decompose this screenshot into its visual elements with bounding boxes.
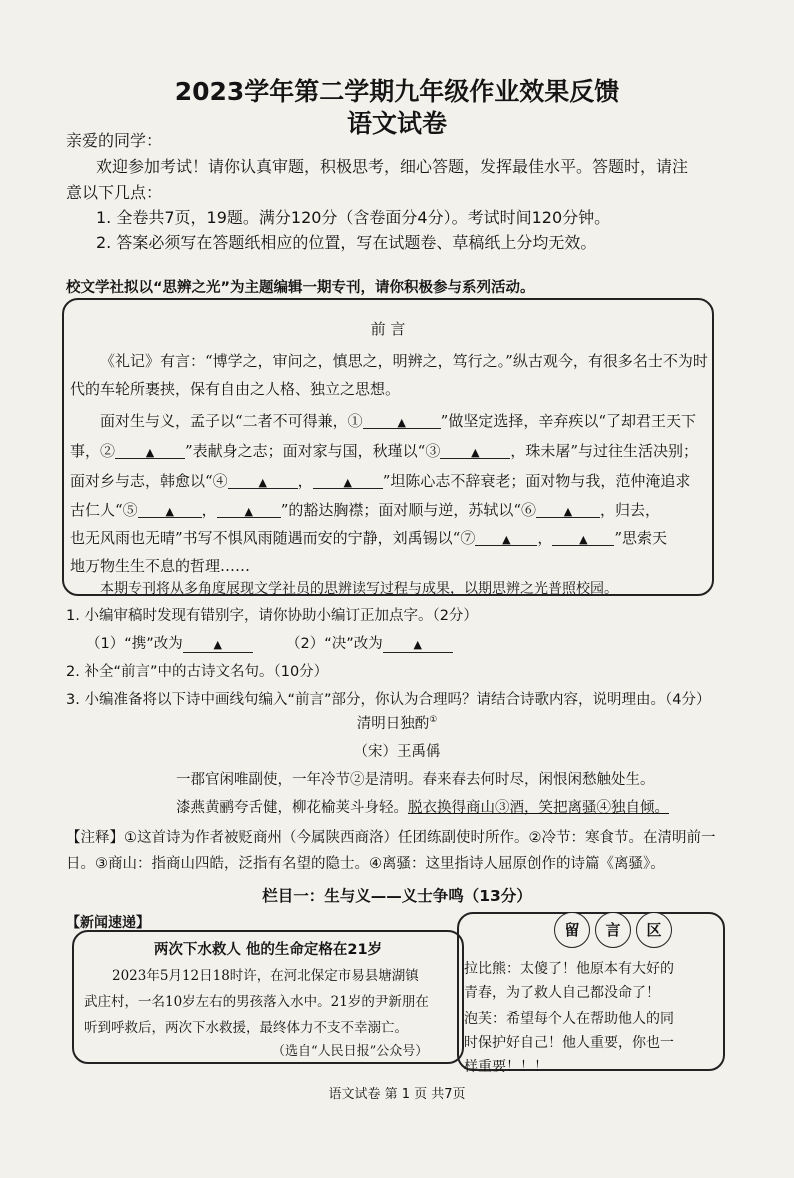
column-1-heading: 栏目一：生与义——义士争鸣（13分） [262,887,532,905]
answer-1-1[interactable]: ▲ [183,636,253,653]
news-headline: 两次下水救人 他的生命定格在21岁 [153,942,383,958]
exam-subtitle: 语文试卷 [346,109,447,138]
page-footer: 语文试卷 第 1 页 共7页 [328,1087,466,1102]
message-1-line-2: 青春，为了救人自己都没命了！ [464,985,660,1001]
notes-line-1: 【注释】①这首诗为作者被贬商州（今属陕西商洛）任团练副使时所作。②冷节：寒食节。在清明前一 [66,830,716,846]
preface-line-2: 代的车轮所裹挟，保有自由之人格、独立之思想。 [70,380,401,398]
blank-5a[interactable]: ▲ [138,501,202,518]
blank-7b[interactable]: ▲ [552,529,614,546]
blank-4b[interactable]: ▲ [313,472,383,489]
note-1: 1. 全卷共7页，19题。满分120分（含卷面分4分）。考试时间120分钟。 [96,208,611,227]
question-3: 3. 小编准备将以下诗中画线句编入“前言”部分，你认为合理吗？请结合诗歌内容，说明理由。（4分） [66,692,711,708]
question-2: 2. 补全“前言”中的古诗文名句。（10分） [66,664,329,680]
news-line-2: 武庄村，一名10岁左右的男孩落入水中。21岁的尹新朋在 [84,994,429,1010]
blank-6[interactable]: ▲ [536,501,600,518]
poem-author: （宋）王禹偁 [353,744,441,760]
message-2-line-3: 样重要！！！ [464,1059,548,1075]
message-board-char-1: 留 [554,912,590,948]
message-board-char-2: 言 [595,912,631,948]
preface-heading: 前 言 [370,320,406,338]
preface-line-8: 地万物生生不息的哲理…… [70,557,251,575]
preface-line-5: 面对乡与志，韩愈以“④ ▲ ， ▲ ”坦陈心志不辞衰老；面对物与我，范仲淹追求 [70,472,691,490]
news-line-3: 听到呼救后，两次下水救援，最终体力不支不幸溺亡。 [84,1020,408,1036]
news-label: 【新闻速递】 [66,915,150,931]
message-1-line-1: 拉比熊：太傻了！他原本有大好的 [464,961,674,977]
notes-line-2: 日。③商山：指商山四皓，泛指有名望的隐士。④离骚：这里指诗人屈原创作的诗篇《离骚》。 [66,856,665,872]
question-1-part-1: （1）“携”改为 ▲ [86,632,253,653]
blank-5b[interactable]: ▲ [217,501,281,518]
news-source: （选自“人民日报”公众号） [272,1044,429,1059]
message-board-char-3: 区 [636,912,672,948]
intro-line-1: 欢迎参加考试！请你认真审题，积极思考，细心答题，发挥最佳水平。答题时，请注 [96,157,689,176]
blank-4a[interactable]: ▲ [228,472,298,489]
preface-line-7: 也无风雨也无晴”书写不惧风雨随遇而安的宁静，刘禹锡以“⑦ ▲ ， ▲ ”思索天 [70,529,668,547]
blank-7a[interactable]: ▲ [475,529,537,546]
poem-title: 清明日独酌① [356,715,438,732]
message-2-line-2: 时保护好自己！他人重要，你也一 [464,1035,674,1051]
note-2: 2. 答案必须写在答题纸相应的位置，写在试题卷、草稿纸上分均无效。 [96,233,597,252]
preface-line-1: 《礼记》有言：“博学之，审问之，慎思之，明辨之，笃行之。”纵古观今，有很多名士不为时 [100,352,708,370]
preface-line-4: 事，② ▲ ”表献身之志；面对家与国，秋瑾以“③ ▲ ，珠未屠”与过往生活决别； [70,442,699,460]
poem-line-1: 一郡官闲唯副使，一年冷节②是清明。春来春去何时尽，闲恨闲愁触处生。 [176,772,655,788]
news-line-1: 2023年5月12日18时许，在河北保定市易县塘湖镇 [112,968,419,984]
blank-3[interactable]: ▲ [440,442,510,459]
greeting: 亲爱的同学： [66,131,163,150]
blank-2[interactable]: ▲ [115,442,185,459]
preface-line-3: 面对生与义，孟子以“二者不可得兼，① ▲ ”做坚定选择，辛弃疾以“了却君王天下 [100,412,697,430]
message-2-line-1: 泡芙：希望每个人在帮助他人的同 [464,1011,674,1027]
poem-line-2: 漆燕黄鹂夸舌健，柳花榆荚斗身轻。脱衣换得商山③酒，笑把离骚④独自倾。 [176,800,669,816]
preface-line-6: 古仁人“⑤ ▲ ， ▲ ”的豁达胸襟；面对顺与逆，苏轼以“⑥ ▲ ，归去， [70,501,661,519]
intro-line-2: 意以下几点： [66,183,163,202]
question-1-part-2: （2）“决”改为 ▲ [286,632,453,653]
blank-1[interactable]: ▲ [363,412,441,429]
preface-line-9: 本期专刊将从多角度展现文学社员的思辨读写过程与成果，以期思辨之光普照校园。 [100,581,618,597]
answer-1-2[interactable]: ▲ [383,636,453,653]
underlined-poem-line: 脱衣换得商山③酒，笑把离骚④独自倾。 [408,800,669,816]
activity-intro: 校文学社拟以“思辨之光”为主题编辑一期专刊，请你积极参与系列活动。 [66,280,535,296]
exam-title: 2023学年第二学期九年级作业效果反馈 [174,77,620,106]
question-1: 1. 小编审稿时发现有错别字，请你协助小编订正加点字。（2分） [66,608,478,624]
